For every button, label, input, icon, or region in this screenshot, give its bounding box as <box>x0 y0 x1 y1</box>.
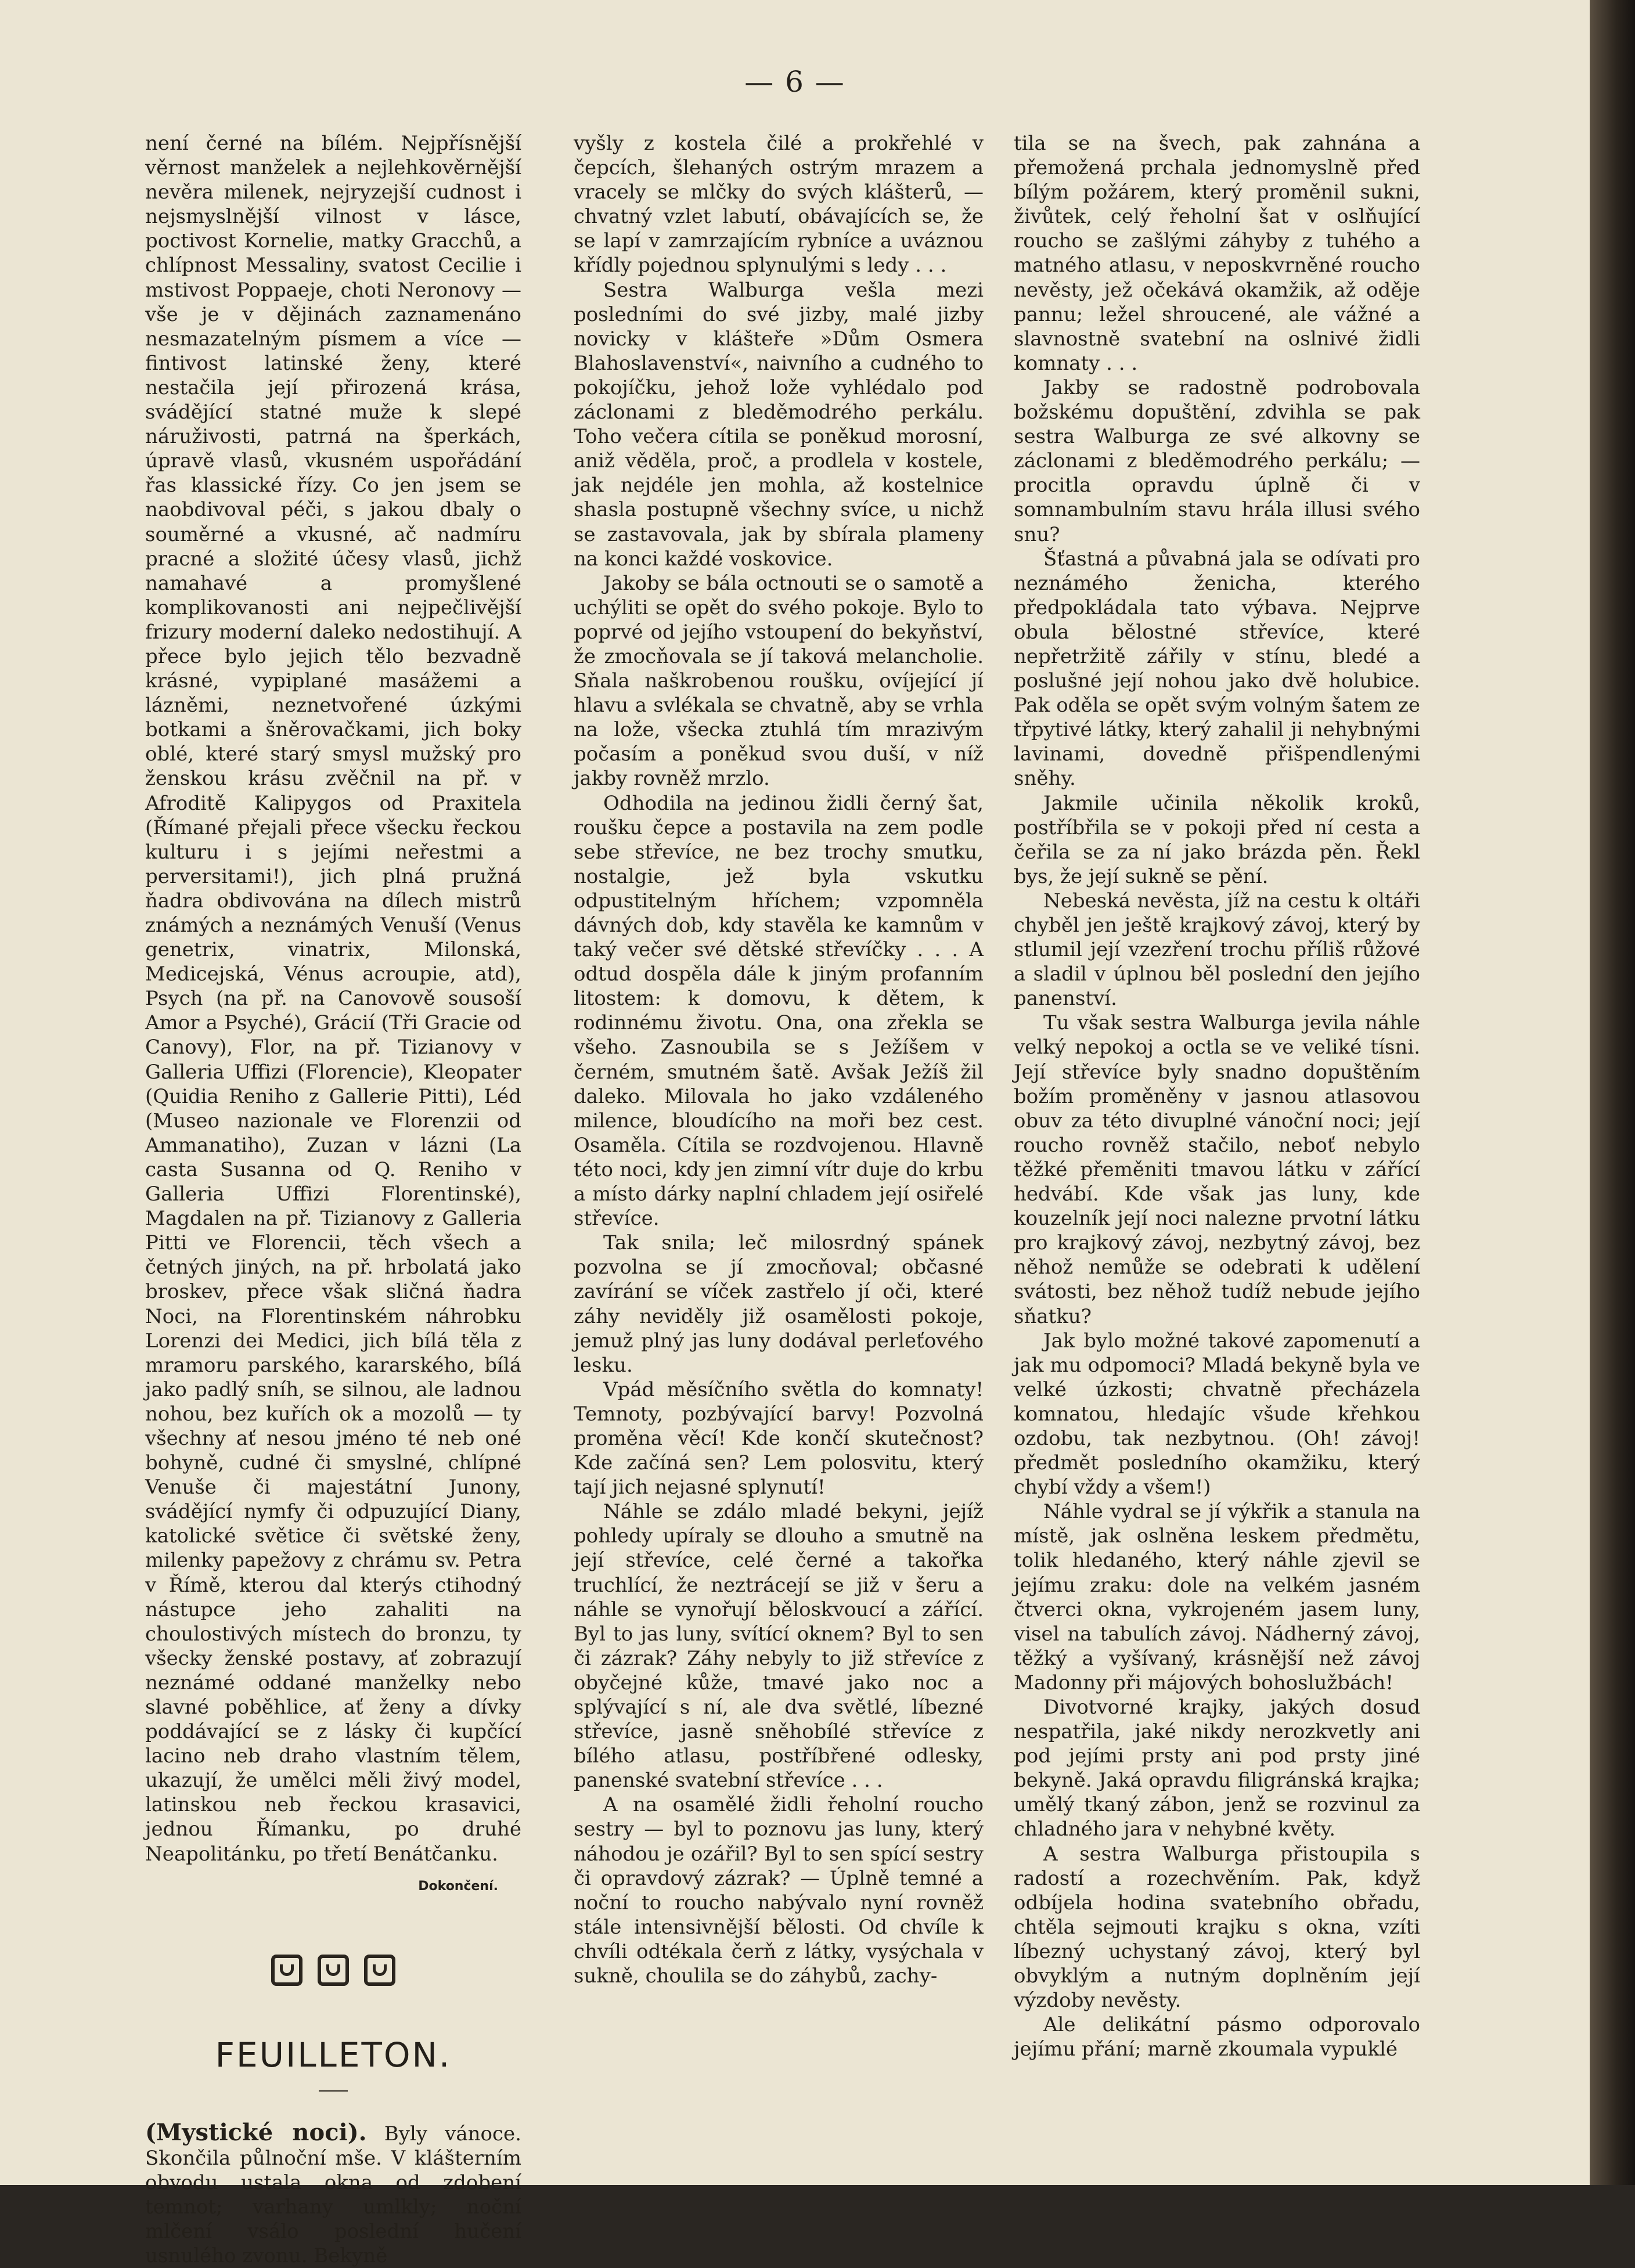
paragraph: Tu však sestra Walburga jevila náhle velký nepokoj a octla se ve veliké tísni. Její střevíce byly snadno dopuštěním božím proměněny v jasnou atlasovou obuv za této divuplné vánoční noci; její roucho rovněž stačilo, neboť nebylo těžké přeměniti tmavou látku v zářící hedvábí. Kde však jas luny, kde kouzelník její noci nalezne prvotní látku pro krajkový závoj, nezbytný závoj, bez něhož nemůže se odebrati k udělení svátosti, bez něhož tudíž nebude jejího sňatku? <box>1014 1011 1420 1328</box>
paragraph: Sestra Walburga vešla mezi posledními do své jizby, malé jizby novicky v klášteře »Dům Osmera Blahoslavenství«, naivního a cudného to pokojíčku, jehož lože vyhlédalo pod záclonami z bleděmodrého perkálu. Toho večera cítila se poněkud morosní, aniž věděla, proč, a prodlela v kostele, jak nejdéle jen mohla, až kostelnice shasla postupně všechny svíce, u nichž se zastavovala, jak by sbírala plameny na konci každé voskovice. <box>574 278 984 571</box>
paragraph: tila se na švech, pak zahnána a přemožená prchala jednomyslně před bílým požárem, který proměnil sukni, živůtek, celý řeholní šat v oslňující roucho se zašlými záhyby z tuhého a matného atlasu, v neposkvrněné roucho nevěsty, jež očekává okamžik, až oděje pannu; ležel shroucené, ale vážné a slavnostně svatební na oslnivé židli komnaty . . . <box>1014 132 1420 375</box>
paragraph: Odhodila na jedinou židli černý šat, roušku čepce a postavila na zem podle sebe střevíce, ne bez trochy smutku, nostalgie, jež byla vskutku odpustitelným hříchem; vzpomněla dávných dob, kdy stavěla ke kamnům v taký večer své dětské střevíčky . . . A odtud dospěla dále k jiným profanním litostem: k domovu, k dětem, k rodinnému životu. Ona, ona zřekla se všeho. Zasnoubila se s Ježíšem v černém, smutném šatě. Avšak Ježíš žil daleko. Milovala ho jako vzdáleného milence, bloudícího na moři bez cest. Osaměla. Cítila se rozdvojenou. Hlavně této noci, kdy jen zimní vítr duje do krbu a místo dárky naplní chladem její osiřelé střevíce. <box>574 791 984 1231</box>
paragraph: Šťastná a půvabná jala se odívati pro neznámého ženicha, kterého předpokládala tato výbava. Nejprve obula bělostné střevíce, které nepřetržitě zářily v stínu, bledé a poslušné její nohou jako dvě holubice. Pak oděla se opět svým volným šatem ze třpytivé látky, který zahalil ji nehybnými lavinami, dovedně přišpendlenými sněhy. <box>1014 547 1420 791</box>
section-title: FEUILLETON. <box>215 2035 452 2075</box>
paragraph: A na osamělé židli řeholní roucho sestry — byl to poznovu jas luny, který náhodou je ozářil? Byl to sen spící sestry či opravdový zázrak? — Úplně temné a noční to roucho nabývalo nyní rovněž stále intensivnější bělosti. Od chvíle k chvíli odtékala čerň z látky, vysýchala v sukně, choulila se do záhybů, zachy- <box>574 1793 984 1988</box>
paragraph: Jak bylo možné takové zapomenutí a jak mu odpomoci? Mladá bekyně byla ve velké úzkosti; chvatně přecházela komnatou, hledajíc všude křehkou ozdobu, tak nezbytnou. (Oh! závoj! předmět posledního okamžiku, který chybí vždy a všem!) <box>1014 1329 1420 1499</box>
paragraph: Jakoby se bála octnouti se o samotě a uchýliti se opět do svého pokoje. Bylo to poprvé od jejího vstoupení do bekyňství, že zmocňovala se jí taková melancholie. Sňala naškrobenou roušku, ovíjející jí hlavu a svlékala se chvatně, aby se vrhla na lože, všecka ztuhlá tím mrazivým počasím a poněkud svou duší, v níž jakby rovněž mrzlo. <box>574 571 984 791</box>
paragraph: Ale delikátní pásmo odporovalo jejímu přání; marně zkoumala vypuklé <box>1014 2013 1420 2061</box>
feuilleton-opening <box>145 2118 521 2268</box>
ornament-divider <box>145 1955 521 1986</box>
ornament-icon <box>318 1955 349 1986</box>
feuilleton-text: Byly vánoce. Skončila půlnoční mše. V klášterním obvodu ustala okna od zdobení temnot; varhany umlkly; noční mlčení vsálo poslední hučení usnulého zvonu. Bekyně <box>145 2122 521 2268</box>
title-rule <box>319 2090 348 2092</box>
paragraph: Náhle se zdálo mladé bekyni, jejíž pohledy upíraly se dlouho a smutně na její střevíce, celé černé a takořka truchlící, že neztrácejí se již v šeru a náhle se vynořují běloskvoucí a zářící. Byl to jas luny, svítící oknem? Byl to sen či zázrak? Záhy nebyly to již střevíce z obyčejné kůže, tmavé jako noc a splývající s ní, ale dva světlé, líbezné střevíce, jasně sněhobílé střevíce z bílého atlasu, postříbřené odlesky, panenské svatební střevíce . . . <box>574 1500 984 1793</box>
paragraph: Vpád měsíčního světla do komnaty! Temnoty, pozbývající barvy! Pozvolná proměna věcí! Kde končí skutečnost? Kde začíná sen? Lem polosvitu, který tají jich nejasné splynutí! <box>574 1378 984 1499</box>
page-number: — 6 — <box>744 65 845 99</box>
paragraph: A sestra Walburga přistoupila s radostí a rozechvěním. Pak, když odbíjela hodina svatebního obřadu, chtěla sejmouti krajku s okna, vzíti líbezný uchystaný závoj, který byl obvyklým a nutným doplněním její výzdoby nevěsty. <box>1014 1842 1420 2013</box>
column-1 <box>145 131 521 2268</box>
paragraph: Jakmile učinila několik kroků, postříbřila se v pokoji před ní cesta a čeřila se za ní jako brázda pěn. Řekl bys, že její sukně se pění. <box>1014 791 1420 888</box>
ornament-icon <box>364 1955 395 1986</box>
ornament-icon <box>271 1955 302 1986</box>
paragraph: Divotvorné krajky, jakých dosud nespatřila, jaké nikdy nerozkvetly ani pod jejími prsty ani pod prsty jiné bekyně. Jaká opravdu filigránská krajka; umělý tkaný zábon, jenž se rozvinul za chladného jara v nehybné květy. <box>1014 1696 1420 1841</box>
feuilleton-lead: (Mystické noci). <box>145 2118 367 2146</box>
column-3 <box>1014 131 1420 2061</box>
paragraph: vyšly z kostela čilé a prokřehlé v čepcích, šlehaných ostrým mrazem a vracely se mlčky do svých klášterů, — chvatný vzlet labutí, obávajících se, že se lapí v zamrzajícím rybníce a uváznou křídly pojednou splynulými s ledy . . . <box>574 132 984 277</box>
paragraph: Tak snila; leč milosrdný spánek pozvolna se jí zmocňoval; občasné zavírání se víček zastřelo jí oči, které záhy neviděly již osamělosti pokoje, jemuž plný jas luny dodával perleťového lesku. <box>574 1231 984 1377</box>
paragraph: Jakby se radostně podrobovala božskému dopuštění, zdvihla se pak sestra Walburga ze své alkovny se záclonami z bleděmodrého perkálu; — procitla opravdu úplně či v somnambulním stavu hrála illusi svého snu? <box>1014 376 1420 546</box>
column-2 <box>574 131 984 1988</box>
paragraph: Náhle vydral se jí výkřik a stanula na místě, jak oslněna leskem předmětu, tolik hledaného, který náhle zjevil se jejímu zraku: dole na velkém jasném čtverci okna, vykrojeném jasem luny, visel na tabulích závoj. Nádherný závoj, těžký a vyšívaný, krásnější než závoj Madonny při májových bohoslužbách! <box>1014 1500 1420 1694</box>
paragraph: Nebeská nevěsta, jíž na cestu k oltáři chyběl jen ještě krajkový závoj, který by stlumil její vzezření trochu příliš růžové a sladil v úplnou běl poslední den jejího panenství. <box>1014 889 1420 1011</box>
paragraph: není černé na bílém. Nejpřísnější věrnost manželek a nejlehkověrnější nevěra milenek, nejryzejší cudnost i nejsmyslnější vilnost v lásce, poctivost Kornelie, matky Gracchů, a chlípnost Messaliny, svatost Cecilie i mstivost Poppaeje, choti Neronovy — vše je v dějinách zaznamenáno nesmazatelným písmem a více — fintivost latinské ženy, které nestačila její přirozená krása, svádějící statné muže k slepé náruživosti, patrná na šperkách, úpravě vlasů, vkusném uspořádání řas klassické řízy. Co jen jsem se naobdivoval péči, s jakou dbaly o souměrné a vkusné, ač nadmíru pracné a složité účesy vlasů, jichž namahavé a promyšlené komplikovanosti ani nejpečlivější frizury moderní daleko nedostihují. A přece bylo jejich tělo bezvadně krásné, vypiplané masážemi a lázněmi, neznetvořené úzkými botkami a šněrovačkami, jich boky oblé, které starý smysl mužský pro ženskou krásu zvěčnil na př. v Afroditě Kalipygos od Praxitela (Římané přejali přece všecku řeckou kulturu i s jejími neřestmi a perversitami!), jich plná pružná ňadra obdivována na dílech mistrů známých a neznámých Venuší (Venus genetrix, vinatrix, Milonská, Medicejská, Vénus acroupie, atd), Psych (na př. na Canovově sousoší Amor a Psyché), Grácií (Tři Gracie od Canovy), Flor, na př. Tizianovy v Galleria Uffizi (Florencie), Kleopater (Quidia Reniho z Gallerie Pitti), Léd (Museo nazionale ve Florenzii od Ammanatiho), Zuzan v lázni (La casta Susanna od Q. Reniho v Galleria Uffizi Florentinské), Magdalen na př. Tizianovy z Galleria Pitti ve Florencii, těch všech a četných jiných, na př. hrbolatá jako broskev, přece však sličná ňadra Noci, na Florentinském náhrobku Lorenzi dei Medici, jich bílá těla z mramoru parského, kararského, bílá jako padlý sníh, se silnou, ale ladnou nohou, bez kuřích ok a mozolů — ty všechny ať nesou jméno té neb oné bohyně, cudné či smyslné, chlípné Venuše či majestátní Junony, svádějící nymfy či odpuzující Diany, katolické světice či světské ženy, milenky papežovy z chrámu sv. Petra v Římě, kterou dal kterýs ctihodný nástupce jeho zahaliti na choulostivých místech do bronzu, ty všecky ženské postavy, ať zobrazují neznámé oddané manželky nebo slavné poběhlice, ať ženy a dívky poddávající se z lásky či kupčící lacino neb draho vlastním tělem, ukazují, že umělci měli živý model, latinskou neb řeckou krasavici, jednou Římanku, po druhé Neapolitánku, po třetí Benátčanku. <box>145 132 521 1866</box>
continuation-note: Dokončení. <box>418 1878 498 1894</box>
binding-edge <box>1590 0 1635 2185</box>
